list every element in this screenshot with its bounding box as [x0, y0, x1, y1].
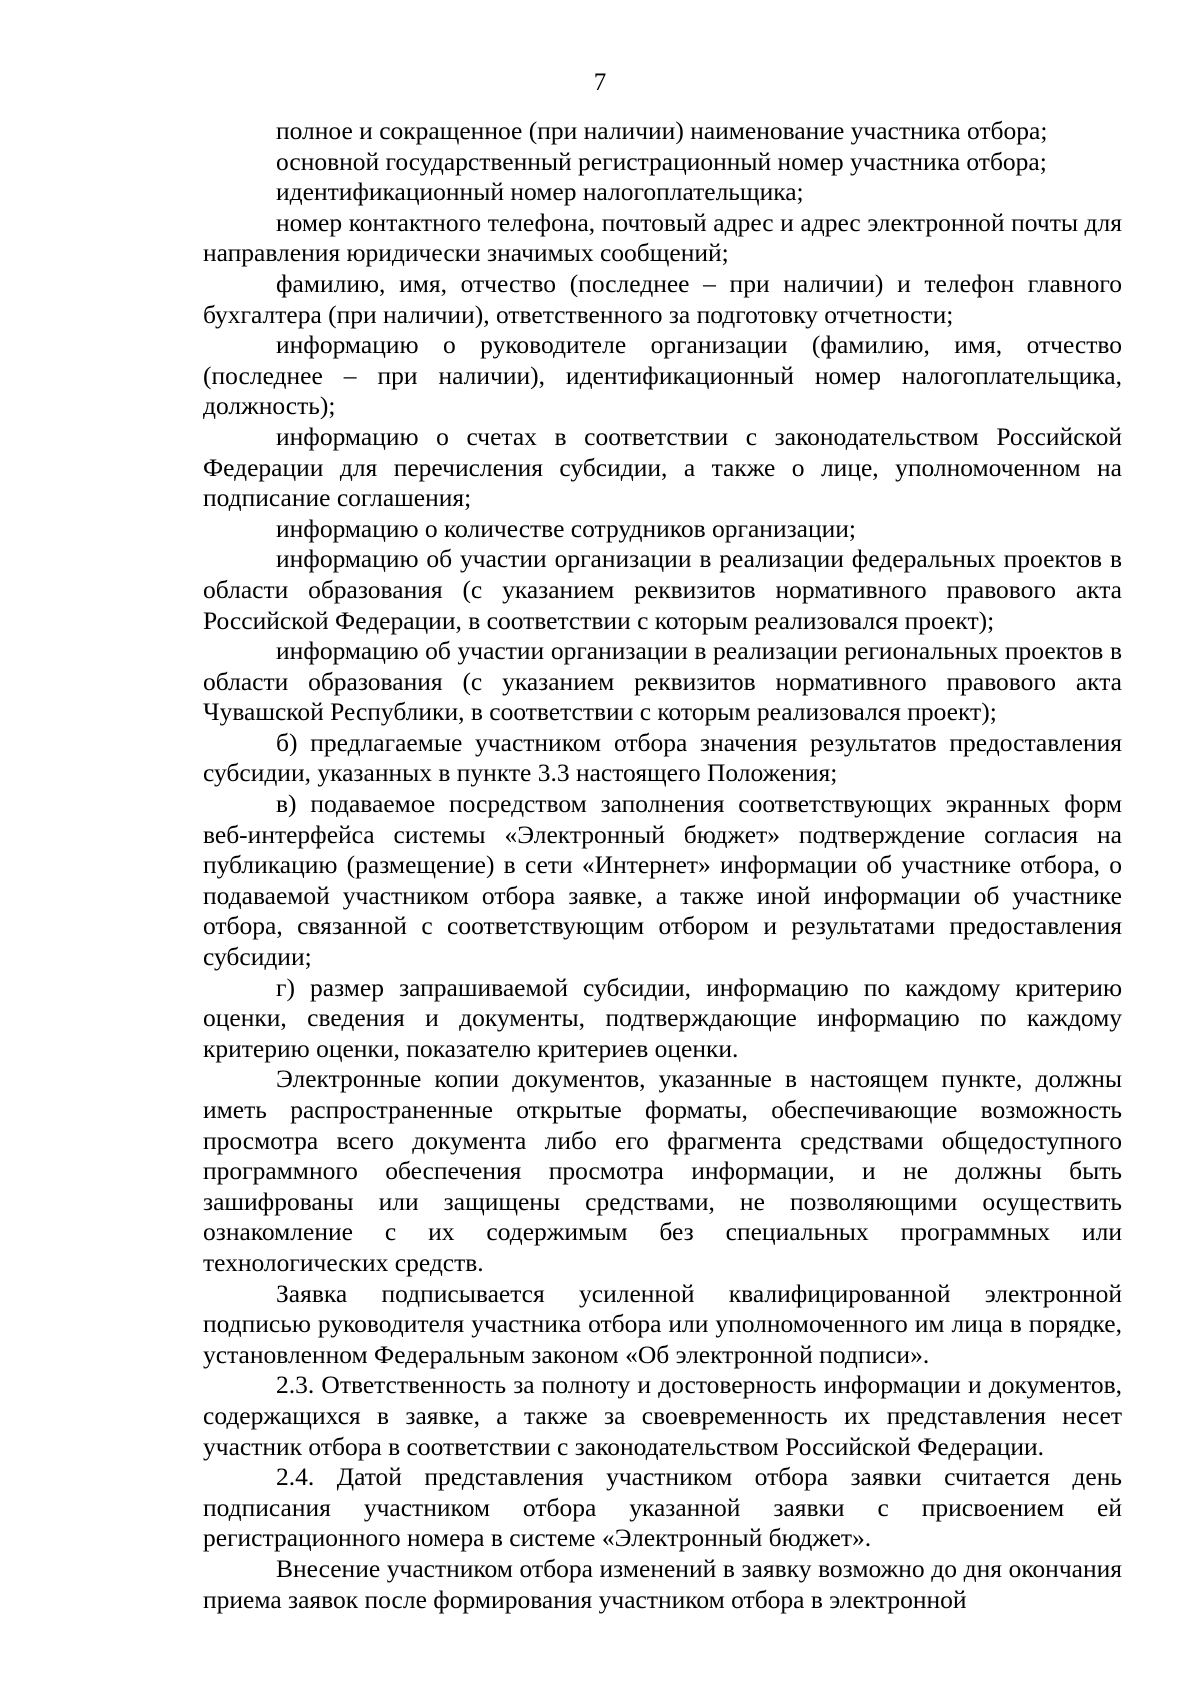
paragraph: полное и сокращенное (при наличии) наименование участника отбора;: [276, 116, 1048, 145]
paragraph: информацию о руководителе организации (фамилию, имя, отчество (последнее – при наличии), идентификационный номер налогоплательщика, должность);: [203, 330, 1122, 421]
paragraph: Электронные копии документов, указанные в настоящем пункте, должны иметь распространенные открытые форматы, обеспечивающие возможность просмотра всего документа либо его фрагмента средствами общедоступного программного обеспечения просмотра информации, и не должны быть зашифрованы или защищены средствами, не позволяющими осуществить ознакомление с их содержимым без специальных программных или технологических средств.: [203, 1064, 1122, 1277]
page-number: 7: [593, 69, 607, 96]
paragraph: информацию об участии организации в реализации региональных проектов в области образования (с указанием реквизитов нормативного правового акта Чувашской Республики, в соответствии с которым реализовался проект);: [203, 636, 1122, 727]
paragraph: информацию о счетах в соответствии с законодательством Российской Федерации для перечисления субсидии, а также о лице, уполномоченном на подписание соглашения;: [203, 421, 1122, 513]
document-body: [203, 116, 1122, 1615]
paragraph: г) размер запрашиваемой субсидии, информацию по каждому критерию оценки, сведения и документы, подтверждающие информацию по каждому критерию оценки, показателю критериев оценки.: [203, 972, 1122, 1063]
paragraph: б) предлагаемые участником отбора значения результатов предоставления субсидии, указанных в пункте 3.3 настоящего Положения;: [203, 727, 1122, 788]
paragraph: 2.3. Ответственность за полноту и достоверность информации и документов, содержащихся в заявке, а также за своевременность их представления несет участник отбора в соответствии с законодательством Российской Федерации.: [203, 1370, 1122, 1461]
paragraph: Внесение участником отбора изменений в заявку возможно до дня окончания приема заявок после формирования участником отбора в электронной: [203, 1553, 1122, 1614]
paragraph: номер контактного телефона, почтовый адрес и адрес электронной почты для направления юридически значимых сообщений;: [203, 207, 1122, 268]
paragraph: идентификационный номер налогоплательщика;: [276, 177, 804, 207]
paragraph: основной государственный регистрационный номер участника отбора;: [276, 146, 1047, 176]
paragraph: 2.4. Датой представления участником отбора заявки считается день подписания участником отбора указанной заявки с присвоением ей регистрационного номера в системе «Электронный бюджет».: [203, 1462, 1122, 1553]
paragraph: информацию о количестве сотрудников организации;: [276, 513, 857, 543]
paragraph: в) подаваемое посредством заполнения соответствующих экранных форм веб-интерфейса системы «Электронный бюджет» подтверждение согласия на публикацию (размещение) в сети «Интернет» информации об участнике отбора, о подаваемой участником отбора заявке, а также иной информации об участнике отбора, связанной с соответствующим отбором и результатами предоставления субсидии;: [203, 789, 1122, 972]
paragraph: фамилию, имя, отчество (последнее – при наличии) и телефон главного бухгалтера (при наличии), ответственного за подготовку отчетности;: [203, 268, 1122, 329]
paragraph: информацию об участии организации в реализации федеральных проектов в области образования (с указанием реквизитов нормативного правового акта Российской Федерации, в соответствии с которым реализовался проект);: [203, 544, 1122, 635]
paragraph: Заявка подписывается усиленной квалифицированной электронной подписью руководителя участника отбора или уполномоченного им лица в порядке, установленном Федеральным законом «Об электронной подписи».: [203, 1278, 1122, 1369]
